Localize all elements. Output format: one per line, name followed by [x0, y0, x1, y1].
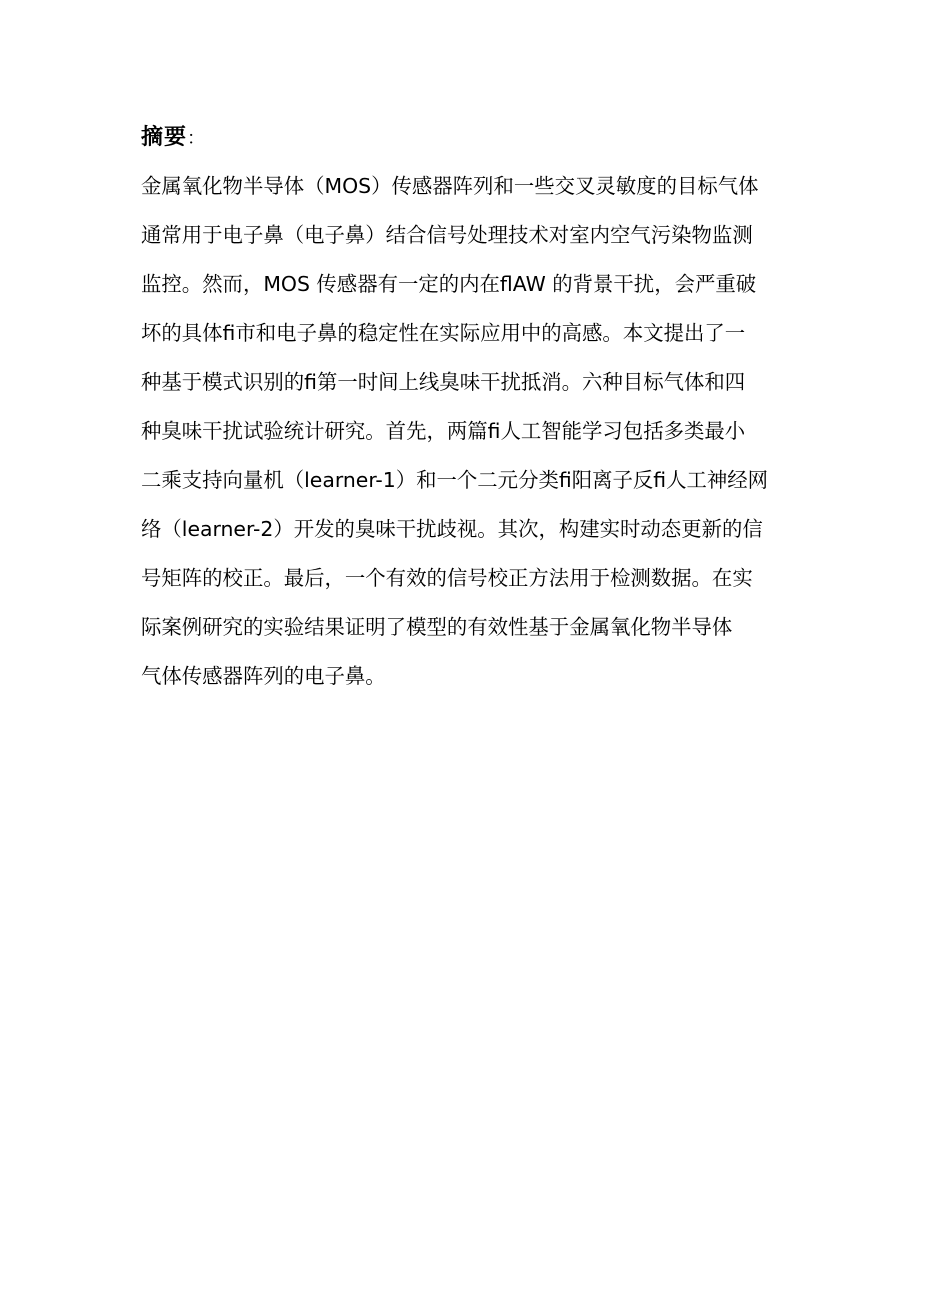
abstract-body [141, 168, 789, 707]
abstract-heading-colon: ： [187, 128, 206, 149]
abstract-heading [141, 122, 205, 154]
abstract-line: 际案例研究的实验结果证明了模型的有效性基于金属氧化物半导体 [141, 615, 733, 639]
abstract-line: 金属氧化物半导体（MOS）传感器阵列和一些交叉灵敏度的目标气体 [141, 174, 759, 198]
abstract-line: 种基于模式识别的fi第一时间上线臭味干扰抵消。六种目标气体和四 [141, 370, 746, 394]
abstract-line: 二乘支持向量机（learner-1）和一个二元分类fi阳离子反fi人工神经网 [141, 468, 769, 492]
abstract-line: 坏的具体fi市和电子鼻的稳定性在实际应用中的高感。本文提出了一 [141, 321, 746, 345]
abstract-line: 络（learner-2）开发的臭味干扰歧视。其次，构建实时动态更新的信 [141, 517, 763, 541]
abstract-line: 通常用于电子鼻（电子鼻）结合信号处理技术对室内空气污染物监测 [141, 223, 753, 247]
abstract-line: 种臭味干扰试验统计研究。首先，两篇fi人工智能学习包括多类最小 [141, 419, 746, 443]
abstract-line: 气体传感器阵列的电子鼻。 [141, 664, 386, 688]
abstract-line: 监控。然而，MOS 传感器有一定的内在flAW 的背景干扰，会严重破 [141, 272, 757, 296]
abstract-heading-title: 摘要 [141, 125, 188, 150]
abstract-line: 号矩阵的校正。最后，一个有效的信号校正方法用于检测数据。在实 [141, 566, 753, 590]
